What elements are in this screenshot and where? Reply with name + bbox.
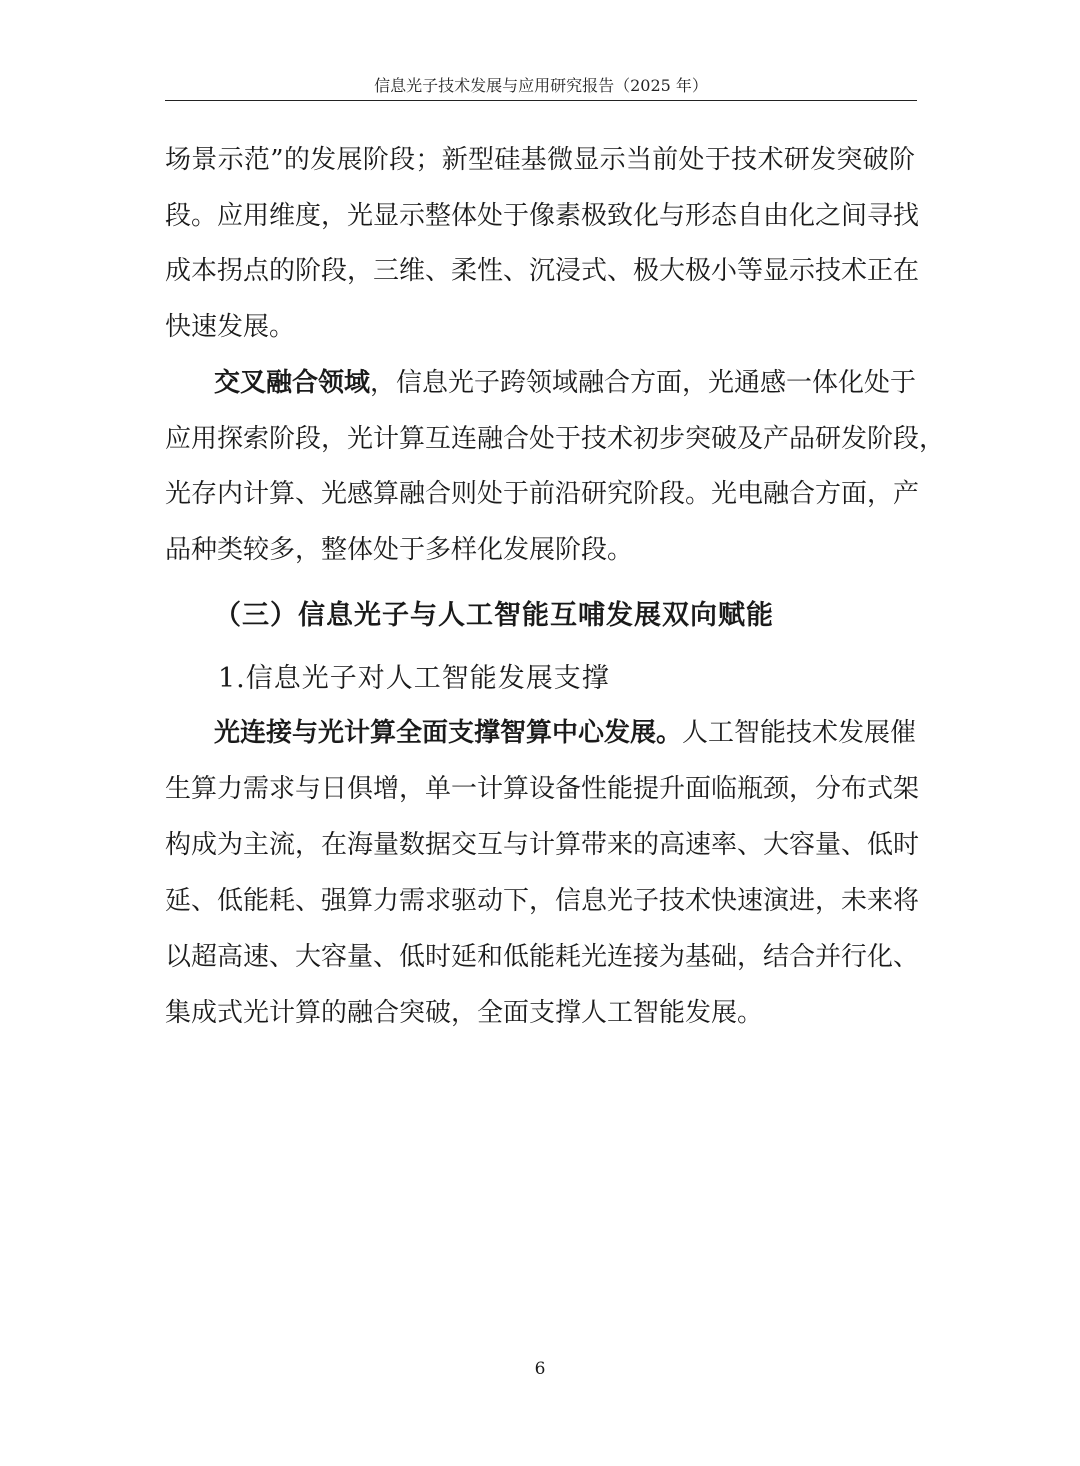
paragraph-2-line: 应用探索阶段，光计算互连融合处于技术初步突破及产品研发阶段， — [165, 424, 946, 454]
paragraph-3-lead-sentence: 光连接与光计算全面支撑智算中心发展。 — [214, 718, 683, 748]
paragraph-3-line: 生算力需求与日俱增，单一计算设备性能提升面临瓶颈，分布式架 — [165, 774, 920, 804]
sub-heading: 1.信息光子对人工智能发展支撑 — [218, 663, 610, 694]
paragraph-2-first-line-text: ，信息光子跨领域融合方面，光通感一体化处于 — [370, 368, 917, 398]
paragraph-2-line: 光存内计算、光感算融合则处于前沿研究阶段。光电融合方面，产 — [165, 479, 920, 509]
running-header: 信息光子技术发展与应用研究报告（2025 年） — [374, 76, 708, 95]
paragraph-2-lead-term: 交叉融合领域 — [214, 368, 371, 398]
paragraph-1-line: 成本拐点的阶段，三维、柔性、沉浸式、极大极小等显示技术正在 — [165, 256, 920, 286]
paragraph-3-first-line — [214, 718, 915, 748]
section-heading: （三）信息光子与人工智能互哺发展双向赋能 — [214, 600, 774, 631]
header-rule — [165, 100, 917, 101]
paragraph-3-line: 集成式光计算的融合突破，全面支撑人工智能发展。 — [165, 998, 764, 1028]
paragraph-2-first-line — [214, 368, 915, 398]
paragraph-3-first-line-text: 人工智能技术发展催 — [682, 718, 917, 748]
paragraph-1-line: 段。应用维度，光显示整体处于像素极致化与形态自由化之间寻找 — [165, 201, 920, 231]
paragraph-3-line: 以超高速、大容量、低时延和低能耗光连接为基础，结合并行化、 — [165, 942, 920, 972]
paragraph-3-line: 延、低能耗、强算力需求驱动下，信息光子技术快速演进，未来将 — [165, 886, 920, 916]
paragraph-1-line: 快速发展。 — [165, 312, 296, 342]
paragraph-1-line: 场景示范”的发展阶段；新型硅基微显示当前处于技术研发突破阶 — [165, 145, 915, 175]
page-number: 6 — [534, 1359, 546, 1379]
paragraph-3-line: 构成为主流，在海量数据交互与计算带来的高速率、大容量、低时 — [165, 830, 920, 860]
paragraph-2-line: 品种类较多，整体处于多样化发展阶段。 — [165, 535, 634, 565]
